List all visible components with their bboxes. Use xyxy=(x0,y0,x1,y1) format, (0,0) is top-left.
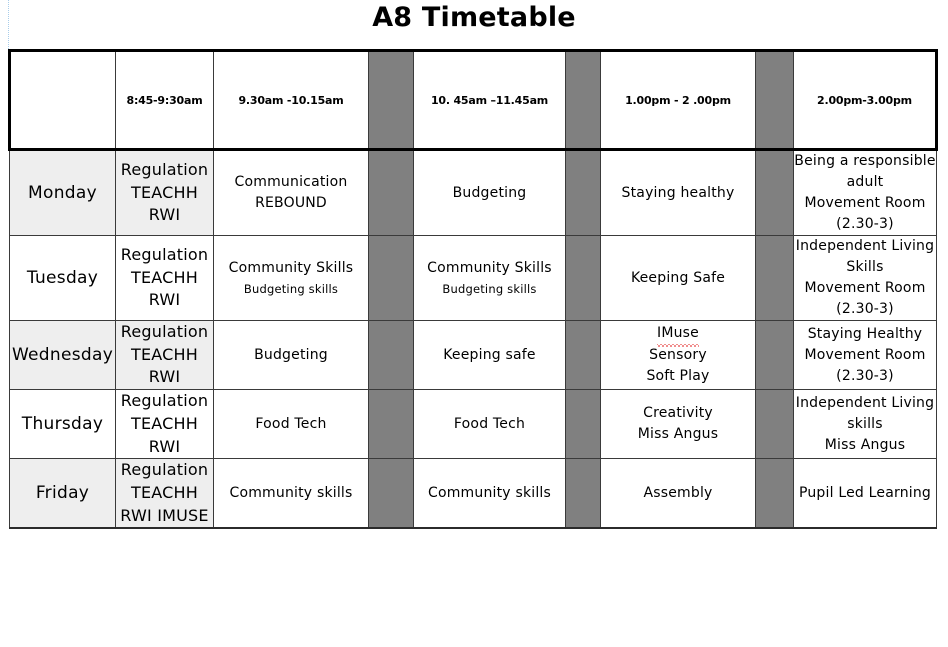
cell-monday-period-1 xyxy=(116,150,214,236)
cell-line: TEACHH xyxy=(131,483,198,503)
header-break-3 xyxy=(756,51,794,150)
cell-wednesday-period-4 xyxy=(601,321,756,390)
break-column-2 xyxy=(566,459,601,529)
cell-line: Community skills xyxy=(427,484,552,501)
page-title: A8 Timetable xyxy=(372,2,576,33)
cell-line: Soft Play xyxy=(646,368,710,385)
break-column-3 xyxy=(756,150,794,236)
cell-thursday-period-4 xyxy=(601,390,756,459)
cell-line: TEACHH xyxy=(131,413,198,433)
cell-monday-period-5 xyxy=(794,150,937,236)
cell-line: Movement Room xyxy=(804,280,926,296)
cell-line: Creativity xyxy=(643,405,713,422)
cell-friday-period-5 xyxy=(794,459,937,529)
cell-line: Regulation xyxy=(120,159,209,179)
break-column-2 xyxy=(566,150,601,236)
cell-line: Budgeting xyxy=(452,184,527,201)
cell-line: Keeping Safe xyxy=(630,269,726,286)
day-label-wednesday: Wednesday xyxy=(10,321,116,390)
cell-friday-period-3 xyxy=(414,459,566,529)
cell-line: Being a responsible adult xyxy=(794,153,936,190)
cell-tuesday-period-4 xyxy=(601,236,756,321)
header-period-4: 1.00pm - 2 .00pm xyxy=(601,51,756,150)
break-column-1 xyxy=(369,390,414,459)
cell-line: Communication xyxy=(234,174,348,190)
header-period-5: 2.00pm-3.00pm xyxy=(794,51,937,150)
break-column-3 xyxy=(756,236,794,321)
break-column-1 xyxy=(369,150,414,236)
cell-line: Sensory xyxy=(649,347,707,364)
cell-friday-period-4 xyxy=(601,459,756,529)
table-row xyxy=(10,459,937,529)
timetable-container xyxy=(8,49,935,529)
break-column-3 xyxy=(756,390,794,459)
cell-line: Regulation xyxy=(120,244,209,264)
header-break-1 xyxy=(369,51,414,150)
timetable xyxy=(8,49,938,529)
header-day-column xyxy=(10,51,116,150)
cell-tuesday-period-3 xyxy=(414,236,566,321)
cell-line: TEACHH xyxy=(131,344,198,364)
table-row xyxy=(10,236,937,321)
cell-line: (2.30-3) xyxy=(836,367,894,384)
break-column-1 xyxy=(369,321,414,390)
cell-line: Regulation xyxy=(120,322,209,341)
cell-line: RWI xyxy=(120,505,152,525)
cell-line: Keeping safe xyxy=(443,346,536,363)
cell-line: REBOUND xyxy=(255,195,327,211)
break-column-2 xyxy=(566,390,601,459)
header-period-1: 8:45-9:30am xyxy=(116,51,214,150)
cell-line: Community Skills xyxy=(228,259,354,276)
table-row xyxy=(10,390,937,459)
cell-line: Community skills xyxy=(229,484,353,501)
day-label-friday: Friday xyxy=(10,459,116,529)
cell-line: Independent Living Skills xyxy=(795,238,935,275)
cell-line: TEACHH xyxy=(131,267,198,287)
cell-line: Food Tech xyxy=(255,415,327,432)
cell-tuesday-period-5 xyxy=(794,236,937,321)
cell-subtext: Budgeting skills xyxy=(243,281,339,296)
cell-friday-period-1 xyxy=(116,459,214,529)
header-break-2 xyxy=(566,51,601,150)
cell-monday-period-4 xyxy=(601,150,756,236)
break-column-1 xyxy=(369,236,414,321)
cell-wednesday-period-1 xyxy=(116,321,214,390)
timetable-header-row xyxy=(10,51,937,150)
cell-line: Regulation xyxy=(120,460,209,480)
cell-tuesday-period-1 xyxy=(116,236,214,321)
cell-wednesday-period-5 xyxy=(794,321,937,390)
cell-line: RWI xyxy=(148,290,181,310)
table-row xyxy=(10,150,937,236)
table-row xyxy=(10,321,937,390)
cell-thursday-period-2 xyxy=(214,390,369,459)
cell-line: Miss Angus xyxy=(637,426,719,443)
break-column-1 xyxy=(369,459,414,529)
cell-line: IMUSE xyxy=(157,505,209,525)
break-column-3 xyxy=(756,321,794,390)
cell-wednesday-period-3 xyxy=(414,321,566,390)
cell-line: TEACHH xyxy=(131,182,198,202)
cell-line-misspelled xyxy=(601,323,755,345)
header-period-2: 9.30am -10.15am xyxy=(214,51,369,150)
cell-line: Movement Room xyxy=(804,195,926,211)
header-period-3: 10. 45am –11.45am xyxy=(414,51,566,150)
cell-line: Staying Healthy xyxy=(807,325,923,342)
cell-line: RWI xyxy=(148,367,181,387)
cell-line: RWI xyxy=(148,436,181,456)
cell-line: Pupil Led Learning xyxy=(798,484,932,501)
cell-line: Assembly xyxy=(643,484,713,501)
cell-tuesday-period-2 xyxy=(214,236,369,321)
cell-wednesday-period-2 xyxy=(214,321,369,390)
break-column-3 xyxy=(756,459,794,529)
cell-line: Budgeting xyxy=(254,346,328,363)
cell-line: Movement Room xyxy=(804,346,926,363)
spellcheck-underlined-word: IMuse xyxy=(657,323,699,345)
cell-line: Food Tech xyxy=(453,415,526,432)
cell-line: Staying healthy xyxy=(621,184,735,201)
cell-line: Community Skills xyxy=(427,259,552,276)
cell-line: (2.30-3) xyxy=(836,301,894,317)
cell-thursday-period-5 xyxy=(794,390,937,459)
cell-monday-period-3 xyxy=(414,150,566,236)
break-column-2 xyxy=(566,236,601,321)
cell-line: Miss Angus xyxy=(824,436,906,453)
cell-line: Independent Living skills xyxy=(795,394,935,432)
day-label-tuesday: Tuesday xyxy=(10,236,116,321)
cell-thursday-period-3 xyxy=(414,390,566,459)
break-column-2 xyxy=(566,321,601,390)
cell-friday-period-2 xyxy=(214,459,369,529)
cell-line: RWI xyxy=(148,205,181,225)
cell-subtext: Budgeting skills xyxy=(442,281,537,296)
day-label-monday: Monday xyxy=(10,150,116,236)
cell-monday-period-2 xyxy=(214,150,369,236)
cell-line: (2.30-3) xyxy=(836,216,894,232)
day-label-thursday: Thursday xyxy=(10,390,116,459)
cell-line: Regulation xyxy=(120,391,209,411)
cell-thursday-period-1 xyxy=(116,390,214,459)
